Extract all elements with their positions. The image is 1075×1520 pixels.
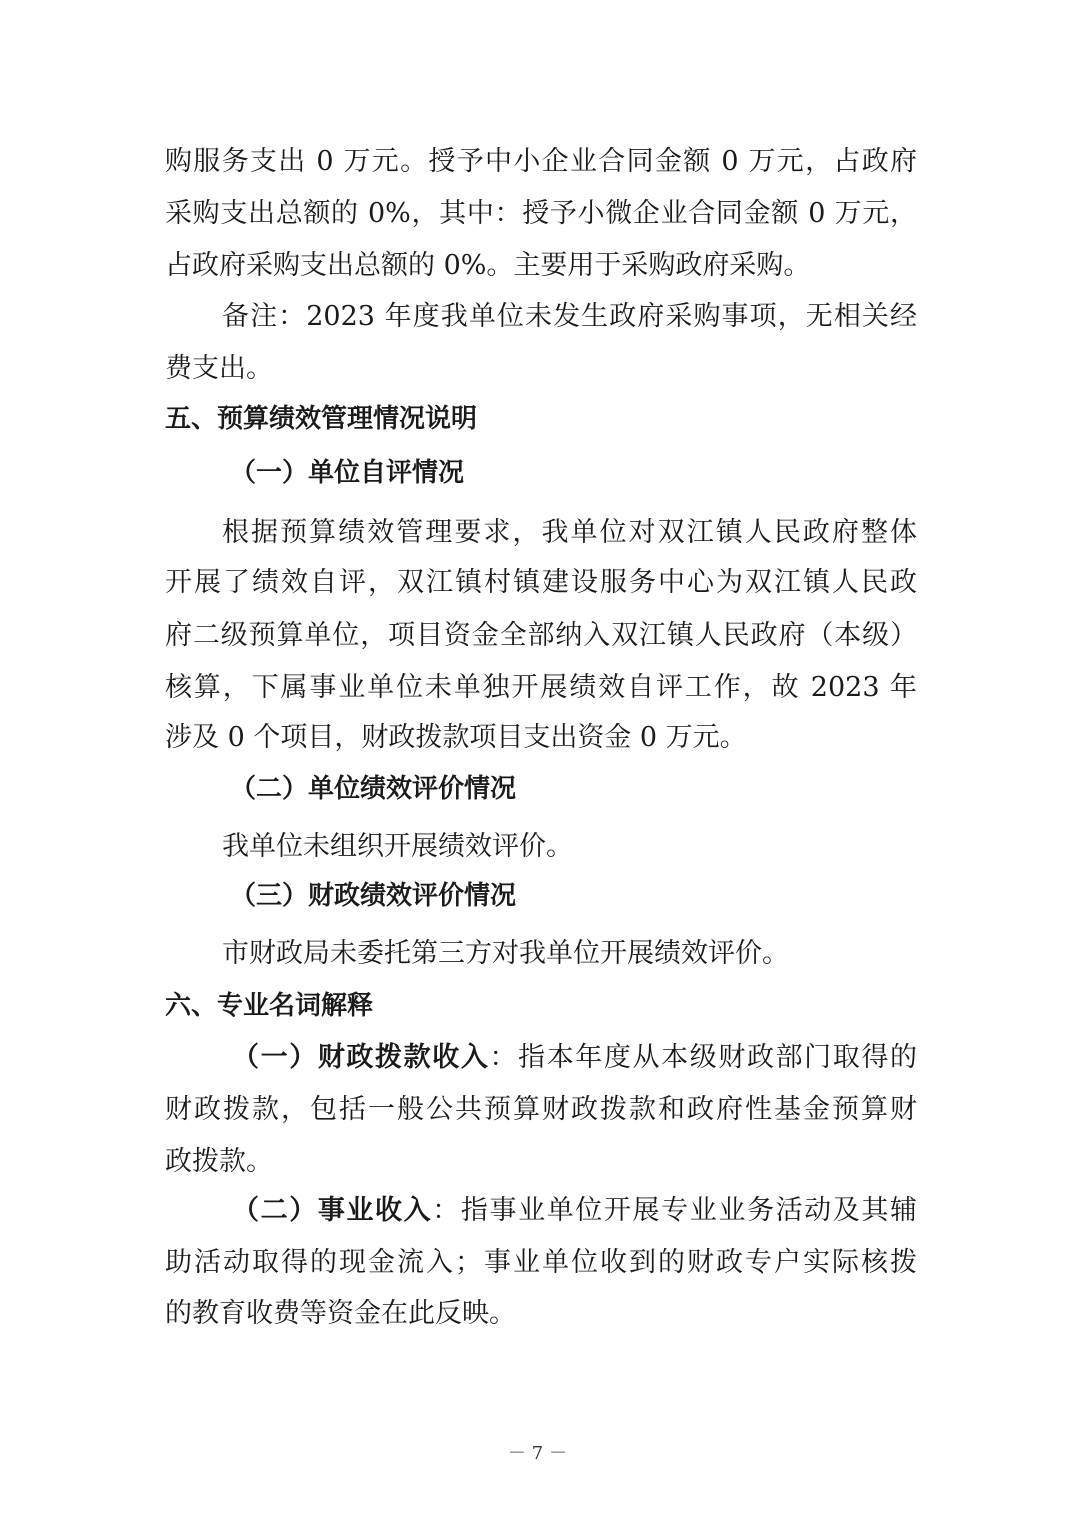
term-definition: ：指本年度从本级财政部门取得的 <box>489 1042 918 1073</box>
body-line: 开展了绩效自评，双江镇村镇建设服务中心为双江镇人民政 <box>165 567 917 598</box>
note-line: 费支出。 <box>165 353 273 384</box>
subsection-heading-self-evaluation: （一）单位自评情况 <box>230 458 465 488</box>
body-line: 市财政局未委托第三方对我单位开展绩效评价。 <box>222 938 789 969</box>
body-line: 购服务支出 0 万元。授予中小企业合同金额 0 万元，占政府 <box>165 146 917 177</box>
term-definition: ：指事业单位开展专业业务活动及其辅 <box>432 1195 918 1226</box>
term-label: （一）财政拨款收入 <box>232 1042 490 1073</box>
section-heading-6: 六、专业名词解释 <box>165 991 374 1021</box>
body-line: 根据预算绩效管理要求，我单位对双江镇人民政府整体 <box>222 517 917 548</box>
page-number: － 7 － <box>508 1443 567 1464</box>
term-label: （二）事业收入 <box>232 1195 433 1226</box>
term-line-business-income <box>232 1193 917 1229</box>
section-heading-5: 五、预算绩效管理情况说明 <box>165 404 478 434</box>
term-line-fiscal-appropriation <box>232 1040 917 1076</box>
body-line: 政拨款。 <box>165 1146 273 1177</box>
subsection-heading-unit-evaluation: （二）单位绩效评价情况 <box>230 774 517 804</box>
note-line: 备注：2023 年度我单位未发生政府采购事项，无相关经 <box>222 301 917 332</box>
body-line: 采购支出总额的 0%，其中：授予小微企业合同金额 0 万元， <box>165 198 917 229</box>
subsection-heading-finance-evaluation: （三）财政绩效评价情况 <box>230 881 517 911</box>
body-line: 的教育收费等资金在此反映。 <box>165 1298 516 1329</box>
body-line: 涉及 0 个项目，财政拨款项目支出资金 0 万元。 <box>165 722 747 753</box>
body-line: 助活动取得的现金流入；事业单位收到的财政专户实际核拨 <box>165 1247 917 1278</box>
body-line: 财政拨款，包括一般公共预算财政拨款和政府性基金预算财 <box>165 1094 917 1125</box>
body-line: 我单位未组织开展绩效评价。 <box>222 831 573 862</box>
body-line: 占政府采购支出总额的 0%。主要用于采购政府采购。 <box>165 250 811 281</box>
body-line: 核算，下属事业单位未单独开展绩效自评工作，故 2023 年 <box>165 672 917 703</box>
body-line: 府二级预算单位，项目资金全部纳入双江镇人民政府（本级） <box>165 620 917 651</box>
